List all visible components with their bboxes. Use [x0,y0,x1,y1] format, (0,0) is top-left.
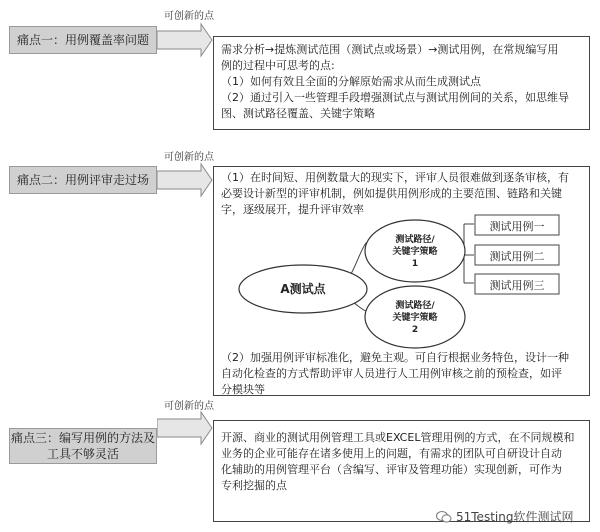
section-3-line-2: 业务的企业可能存在诸多使用上的问题，有需求的团队可自研设计自动 [221,447,562,460]
path-node-2-label [365,300,465,336]
section-1-line-4: （2）通过引入一些管理手段增强测试点与测试用例间的关系，如思维导 [221,91,569,104]
pain-point-3-line-2: 工具不够灵活 [46,447,119,461]
pain-point-2-label: 痛点二：用例评审走过场 [9,166,157,194]
case-label-2: 测试用例二 [489,250,545,263]
path-node-1-label [365,234,465,270]
path-node-1-line-2: 关键字策略 [392,247,438,257]
innovation-point-label: 可创新的点 [164,152,214,163]
watermark-text: 51Testing软件测试网 [456,510,574,524]
path-node-1-line-1: 测试路径/ [395,235,435,245]
section-3-box [213,420,590,522]
path-node-2-line-2: 关键字策略 [392,313,438,323]
wechat-icon [436,510,452,524]
innovation-point-label: 可创新的点 [164,401,214,412]
section-1-line-1: 需求分析→提炼测试范围（测试点或场景）→测试用例，在常规编写用 [221,43,559,56]
section-2-line-1: （1）在时间短、用例数量大的现实下，评审人员很难做到逐条审核，有 [221,171,569,184]
path-node-2-line-3: 2 [411,325,419,335]
section-2-line-2: 必要设计新型的评审机制，例如提供用例形成的主要范围、链路和关键 [221,187,562,200]
section-2-line-4: （2）加强用例评审标准化，避免主观。可自行根据业务特色，设计一种 [221,351,569,364]
section-2-line-6: 分模块等 [221,383,265,396]
section-3-line-4: 专利挖掘的点 [221,479,287,492]
section-2-line-5: 自动化检查的方式帮助评审人员进行人工用例审核之前的预检查，如评 [221,367,562,380]
arrow-right-icon [157,162,213,198]
section-1-line-3: （1）如何有效且全面的分解原始需求从而生成测试点 [221,75,481,88]
section-3-line-1: 开源、商业的测试用例管理工具或EXCEL管理用例的方式，在不同规模和 [221,431,575,444]
section-2-box [213,166,590,396]
pain-point-1-label: 痛点一：用例覆盖率问题 [9,26,157,54]
path-node-2-line-1: 测试路径/ [395,301,435,311]
case-label-3: 测试用例三 [489,279,545,292]
case-label-1: 测试用例一 [489,220,545,233]
pain-point-3-label [9,428,157,464]
arrow-right-icon [157,22,213,58]
path-node-1-line-3: 1 [411,259,419,269]
pain-point-3-line-1: 痛点三：编写用例的方法及 [10,431,155,445]
section-2-line-3: 字，逐级展开，提升评审效率 [221,203,364,216]
root-node-label: A测试点 [280,282,326,296]
section-1-line-5: 图、测试路径覆盖、关键字策略 [221,107,375,120]
innovation-point-label: 可创新的点 [164,11,214,22]
arrow-right-icon [157,410,213,446]
section-3-line-3: 化辅助的用例管理平台（含编写、评审及管理功能）实现创新，可作为 [221,463,562,476]
section-1-line-2: 例的过程中可思考的点: [221,59,335,72]
watermark [436,508,573,525]
section-1-box [213,36,590,130]
